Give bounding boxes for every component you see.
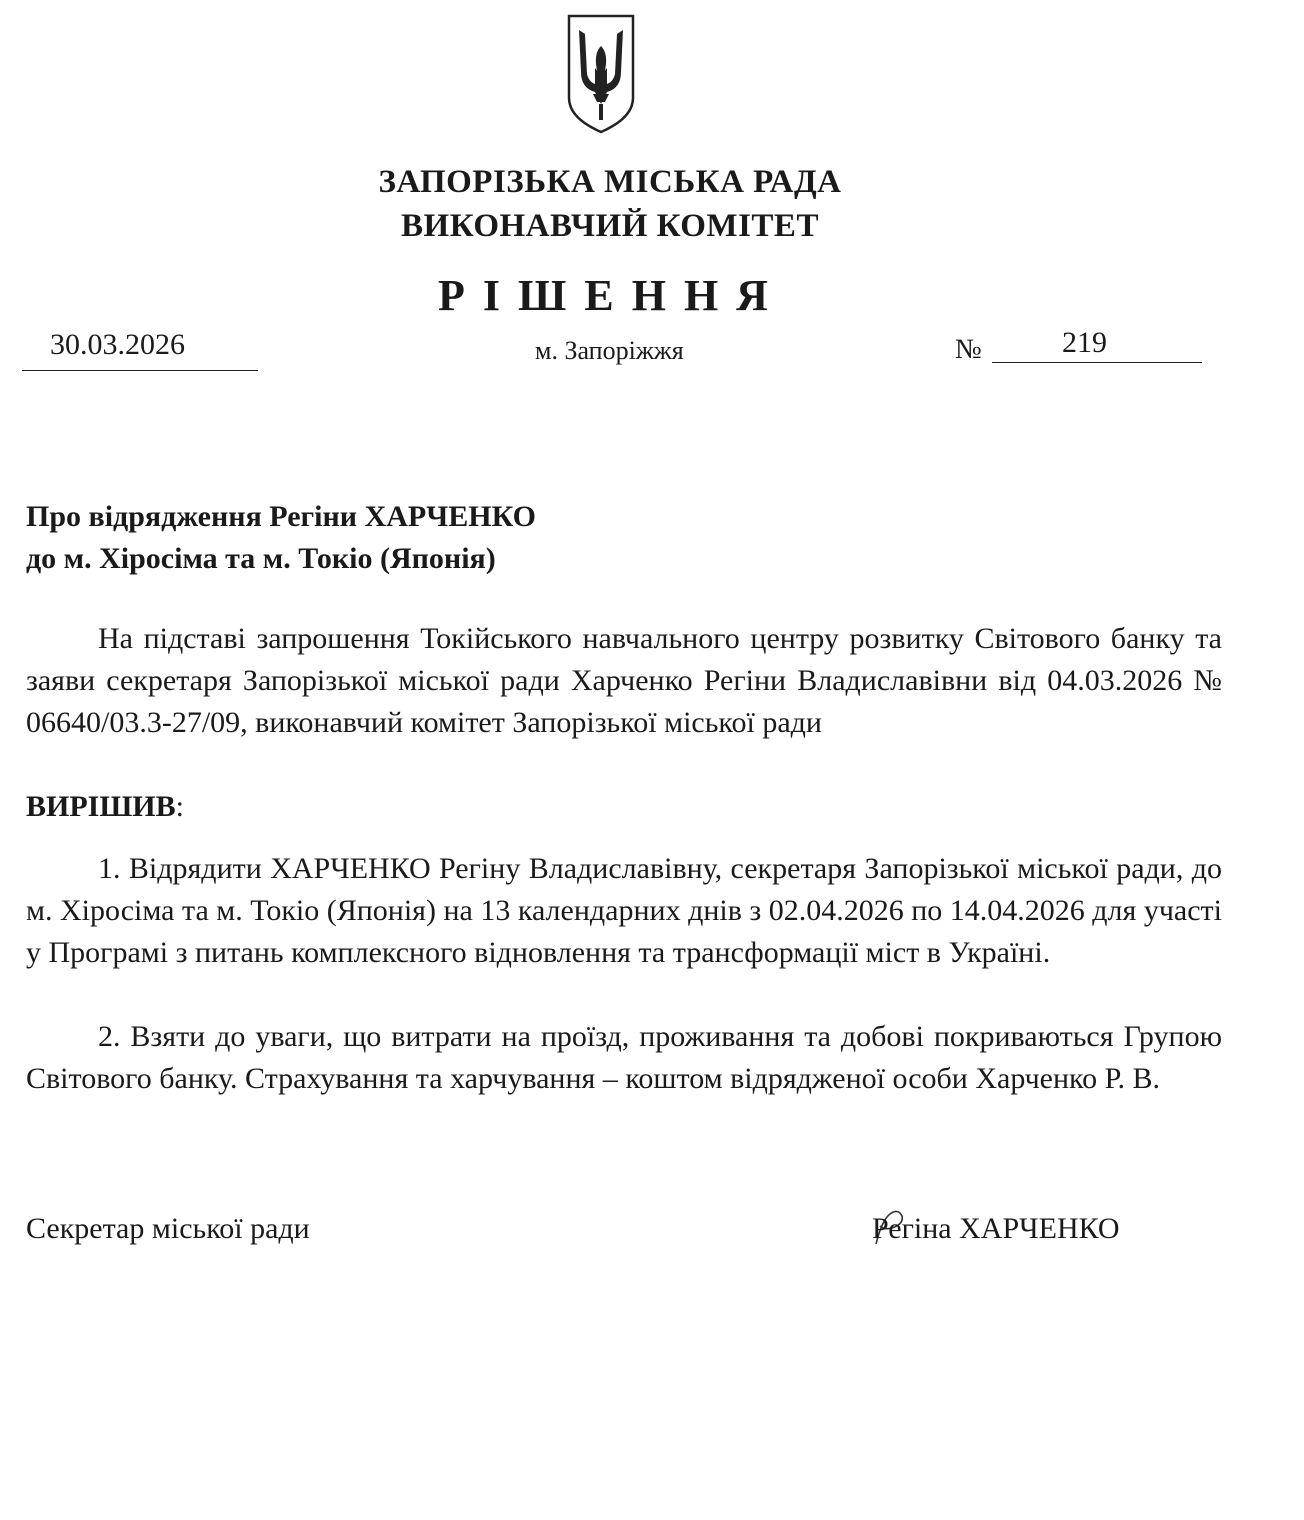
council-name: ЗАПОРІЗЬКА МІСЬКА РАДА <box>378 164 842 200</box>
city-label: м. Запоріжжя <box>535 336 684 365</box>
decision-date: 30.03.2026 <box>50 328 185 361</box>
committee-name: ВИКОНАВЧИЙ КОМІТЕТ <box>401 208 819 244</box>
decision-number: 219 <box>1062 326 1107 359</box>
signatory-title: Секретар міської ради <box>26 1212 310 1245</box>
resolved-heading <box>26 786 184 828</box>
date-field <box>22 326 258 371</box>
resolved-colon: : <box>175 790 184 823</box>
decision-item: 2. Взяти до уваги, що витрати на проїзд, проживання та добові покриваються Групою Світового банку. Страхування та харчування – коштом відрядженої особи Харченко Р. В. <box>26 1020 1222 1095</box>
subject-heading <box>26 496 536 580</box>
subject-line-1: Про відрядження Регіни ХАРЧЕНКО <box>26 500 536 533</box>
intro-paragraph: На підставі запрошення Токійського навчального центру розвитку Світового банку та заяви секретаря Запорізької міської ради Харченко Регіни Владиславівни від 04.03.2026 № 06640/03.3-27/09, виконавчий комітет Запорізької міської ради <box>26 622 1222 739</box>
trident-emblem-icon <box>565 12 637 136</box>
signatory-name: Регіна ХАРЧЕНКО <box>872 1212 1120 1245</box>
number-field <box>992 326 1202 363</box>
document-type-title: РІШЕННЯ <box>438 271 786 320</box>
number-sign: № <box>955 334 982 365</box>
subject-line-2: до м. Хіросіма та м. Токіо (Японія) <box>26 542 496 575</box>
resolved-word: ВИРІШИВ <box>26 790 176 823</box>
decision-item: 1. Відрядити ХАРЧЕНКО Регіну Владиславівну, секретаря Запорізької міської ради, до м. Хіросіма та м. Токіо (Японія) на 13 календарних днів з 02.04.2026 по 14.04.2026 для участі у Програмі з питань комплексного відновлення та трансформації міст в Україні. <box>26 852 1222 969</box>
